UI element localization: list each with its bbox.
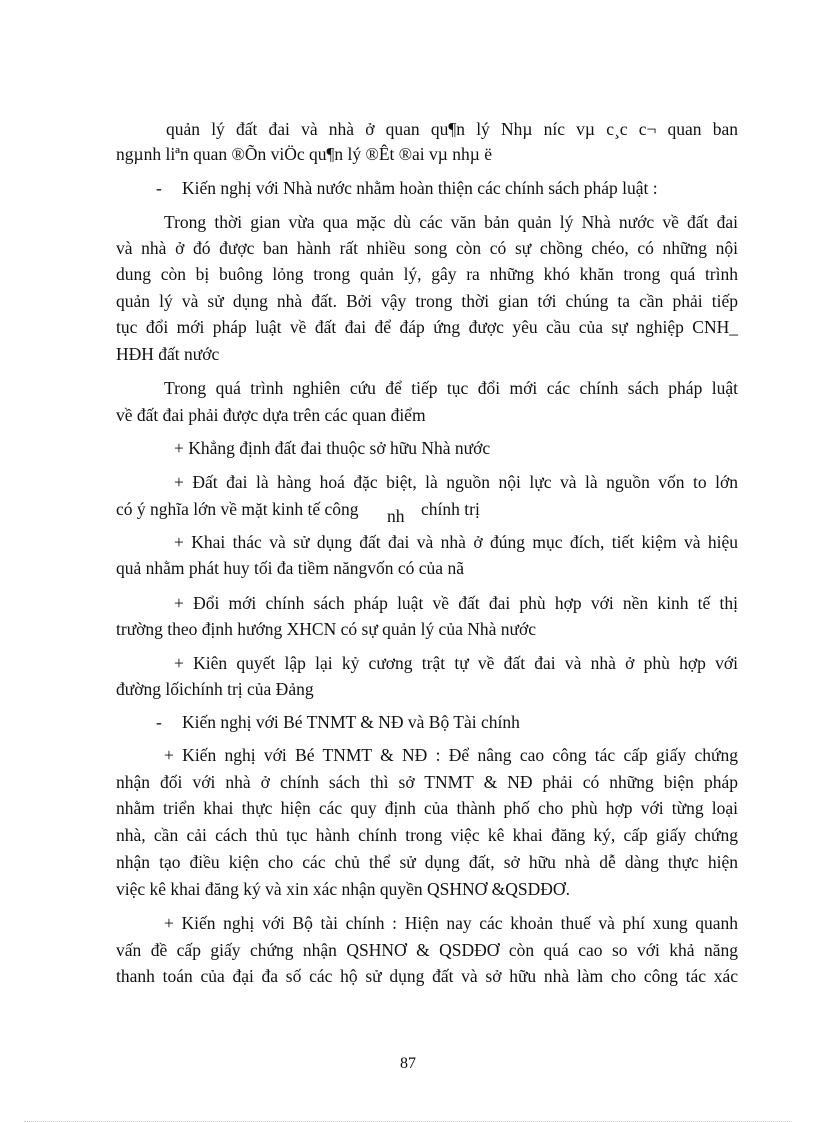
heading-line: Kiến nghị với Nhà nước nhằm hoàn thiện các chính sách pháp luật : <box>182 178 658 198</box>
text-line: tục đổi mới pháp luật về đất đai để đáp ứng được yêu cầu của sự nghiệp CNH_ <box>116 317 738 337</box>
text-line: vấn đề cấp giấy chứng nhận QSHNƠ & QSDĐƠ còn quá cao so với khả năng <box>116 940 738 960</box>
text-line: quản lý đất đai và nhà ở quan qu¶n lý Nhµ níc vµ c¸c c¬ quan ban <box>166 119 738 139</box>
list-item: + Kiên quyết lập lại kỷ cương trật tự về đất đai và nhà ở phù hợp với <box>174 653 738 673</box>
text-line: HĐH đất nước <box>116 344 220 364</box>
text-line: quản lý và sử dụng nhà đất. Bởi vậy trong thời gian tới chúng ta cần phải tiếp <box>116 291 738 311</box>
text-line: việc kê khai đăng ký và xin xác nhận quyền QSHNƠ &QSDĐƠ. <box>116 879 570 899</box>
list-item: + Kiến nghị với Bộ tài chính : Hiện nay các khoản thuế và phí xung quanh <box>164 913 738 933</box>
bullet-dash: - <box>156 712 162 732</box>
text-line: quả nhằm phát huy tối đa tiềm năngvốn có của nã <box>116 558 464 578</box>
text-line: trường theo định hướng XHCN có sự quản lý của Nhà nước <box>116 619 537 639</box>
page-number: 87 <box>400 1055 416 1072</box>
text-fragment: chính trị <box>421 499 480 519</box>
text-line: ngµnh liªn quan ®Õn viÖc qu¶n lý ®Êt ®ai vµ nhµ ë <box>116 144 492 164</box>
list-item: + Đổi mới chính sách pháp luật về đất đai phù hợp với nền kinh tế thị <box>174 593 738 613</box>
text-line: nhà, cần cải cách thủ tục hành chính trong việc kê khai đăng ký, cấp giấy chứng <box>116 825 738 845</box>
text-line: nhận tạo điều kiện cho các chủ thể sử dụng đất, sở hữu nhà dễ dàng thực hiện <box>116 852 738 872</box>
text-line: thanh toán của đại đa số các hộ sử dụng đất và sở hữu nhà làm cho công tác xác <box>116 966 738 986</box>
text-line: đường lốichính trị của Đảng <box>116 679 314 699</box>
bullet-dash: - <box>156 178 162 198</box>
text-line: nhằm triển khai thực hiện các quy định của thành phố cho phù hợp với từng loại <box>116 798 738 818</box>
list-item: + Khai thác và sử dụng đất đai và nhà ở đúng mục đích, tiết kiệm và hiệu <box>174 532 738 552</box>
text-fragment: nh <box>387 506 405 526</box>
list-item: + Kiến nghị với Bé TNMT & NĐ : Để nâng cao công tác cấp giấy chứng <box>164 745 738 765</box>
text-line: và nhà ở đó được ban hành rất nhiều song còn có sự chồng chéo, có những nội <box>116 238 738 258</box>
text-line: Trong quá trình nghiên cứu để tiếp tục đổi mới các chính sách pháp luật <box>164 378 738 398</box>
page-bottom-divider <box>24 1121 792 1122</box>
list-item: + Khẳng định đất đai thuộc sở hữu Nhà nước <box>174 438 491 458</box>
heading-line: Kiến nghị với Bé TNMT & NĐ và Bộ Tài chính <box>182 712 520 732</box>
text-line: Trong thời gian vừa qua mặc dù các văn bản quản lý Nhà nước về đất đai <box>164 212 738 232</box>
text-line: dung còn bị buông lỏng trong quản lý, gây ra những khó khăn trong quá trình <box>116 264 738 284</box>
text-line: về đất đai phải được dựa trên các quan điểm <box>116 405 426 425</box>
list-item: + Đất đai là hàng hoá đặc biệt, là nguồn nội lực và là nguồn vốn to lớn <box>174 472 738 492</box>
text-line: nhận đối với nhà ở chính sách thì sở TNMT & NĐ phải có những biện pháp <box>116 772 738 792</box>
text-line: có ý nghĩa lớn về mặt kinh tế công <box>116 499 359 519</box>
